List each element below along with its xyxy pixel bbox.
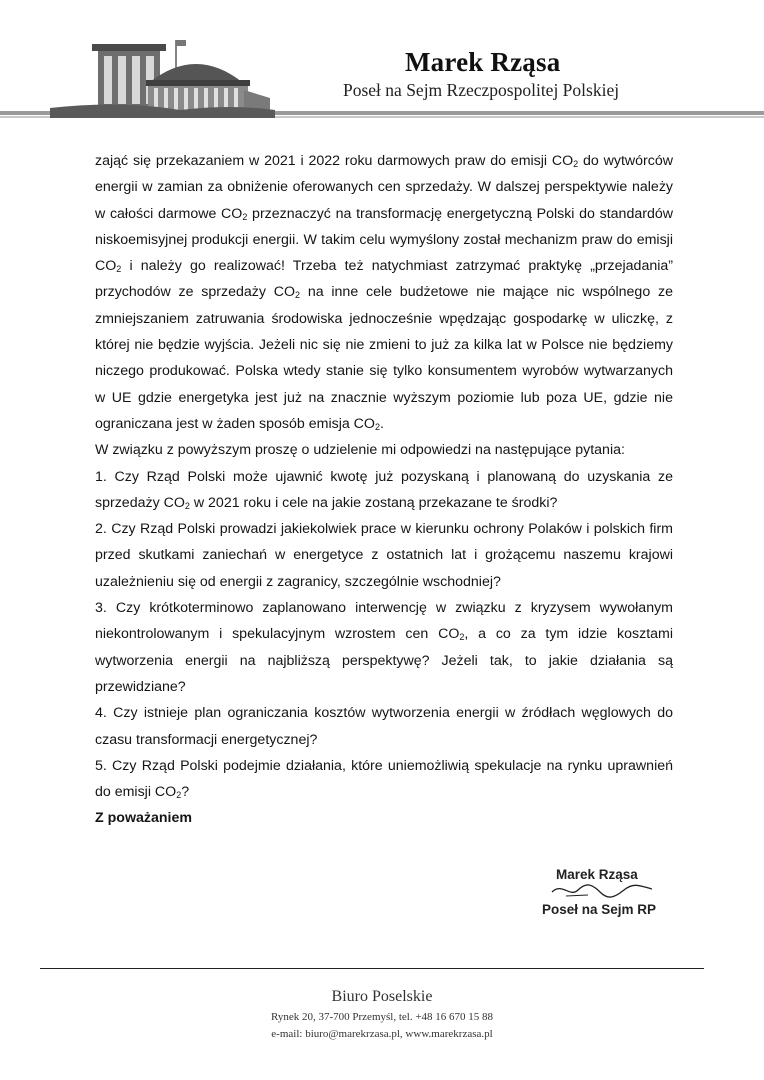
footer-divider bbox=[40, 968, 704, 969]
paragraph-main: zająć się przekazaniem w 2021 i 2022 roku darmowych praw do emisji $CO_2$ do wytwórców energii w zamian za obniżenie oferowanych cen sprzedaży. W dalszej perspektywie należy w całości darmowe $CO_2$ przeznaczyć na transformację energetyczną Polski do standardów niskoemisyjnej produkcji energii. W takim celu wymyślony został mechanizm praw do emisji $CO_2$ i należy go realizować! Trzeba też natychmiast zatrzymać praktykę „przejadania” przychodów ze sprzedaży $CO_2$ na inne cele budżetowe nie mające nic wspólnego ze zmniejszaniem zatruwania środowiska jednocześnie wpędzając gospodarkę w uliczkę, z której nie będzie wyjścia. Jeżeli nic się nie zmieni to już za kilka lat w Polsce nie będziemy niczego produkować. Polska wtedy stanie się tylko konsumentem wyrobów wytwarzanych w UE gdzie energetyka jest już na znacznie wyższym poziomie lub poza UE, gdzie nie ograniczana jest w żaden sposób emisja $CO_2$. bbox=[95, 153, 674, 432]
letter-body bbox=[95, 148, 673, 832]
footer-contact: e-mail: biuro@marekrzasa.pl, www.marekrzasa.pl bbox=[271, 1028, 493, 1040]
handwritten-signature bbox=[548, 880, 658, 902]
signature-block bbox=[528, 862, 678, 932]
questions-intro: W związku z powyższym proszę o udzielenie mi odpowiedzi na następujące pytania: bbox=[95, 442, 625, 459]
question-4: 4. Czy istnieje plan ograniczania kosztów wytworzenia energii w źródłach węglowych do czasu transformacji energetycznej? bbox=[95, 705, 673, 748]
footer bbox=[0, 985, 764, 1043]
question-3: 3. Czy krótkoterminowo zaplanowano interwencję w związku z kryzysem wywołanym niekontrolowanym i spekulacyjnym wzrostem cen $CO_2$, a co za tym idzie kosztami wytworzenia energii na najbliższą perspektywę? Jeżeli tak, to jakie działania są przewidziane? bbox=[95, 600, 673, 695]
letterhead bbox=[0, 0, 764, 150]
footer-address: Rynek 20, 37-700 Przemyśl, tel. +48 16 670 15 88 bbox=[270, 1011, 494, 1023]
sender-title: Poseł na Sejm Rzeczpospolitej Polskiej bbox=[343, 80, 620, 100]
signature-name: Marek Rząsa bbox=[556, 867, 638, 882]
closing-salutation: Z poważaniem bbox=[95, 810, 192, 827]
question-1: 1. Czy Rząd Polski może ujawnić kwotę już pozyskaną i planowaną do uzyskania ze sprzedaży $CO_2$ w 2021 roku i cele na jakie zostaną przekazane te środki? bbox=[95, 468, 673, 511]
question-5: 5. Czy Rząd Polski podejmie działania, które uniemożliwią spekulacje na rynku uprawnień do emisji $CO_2$? bbox=[95, 757, 673, 801]
signature-title: Poseł na Sejm RP bbox=[542, 902, 657, 917]
sender-name: Marek Rząsa bbox=[405, 47, 561, 77]
footer-office-title: Biuro Poselskie bbox=[331, 988, 433, 1005]
question-2: 2. Czy Rząd Polski prowadzi jakiekolwiek prace w kierunku ochrony Polaków i polskich firm przed skutkami zaniechań w energetyce z ostatnich lat i grożącemu naszemu krajowi uzależnieniu się od energii z zagranicy, szczególnie wschodniej? bbox=[95, 521, 673, 590]
